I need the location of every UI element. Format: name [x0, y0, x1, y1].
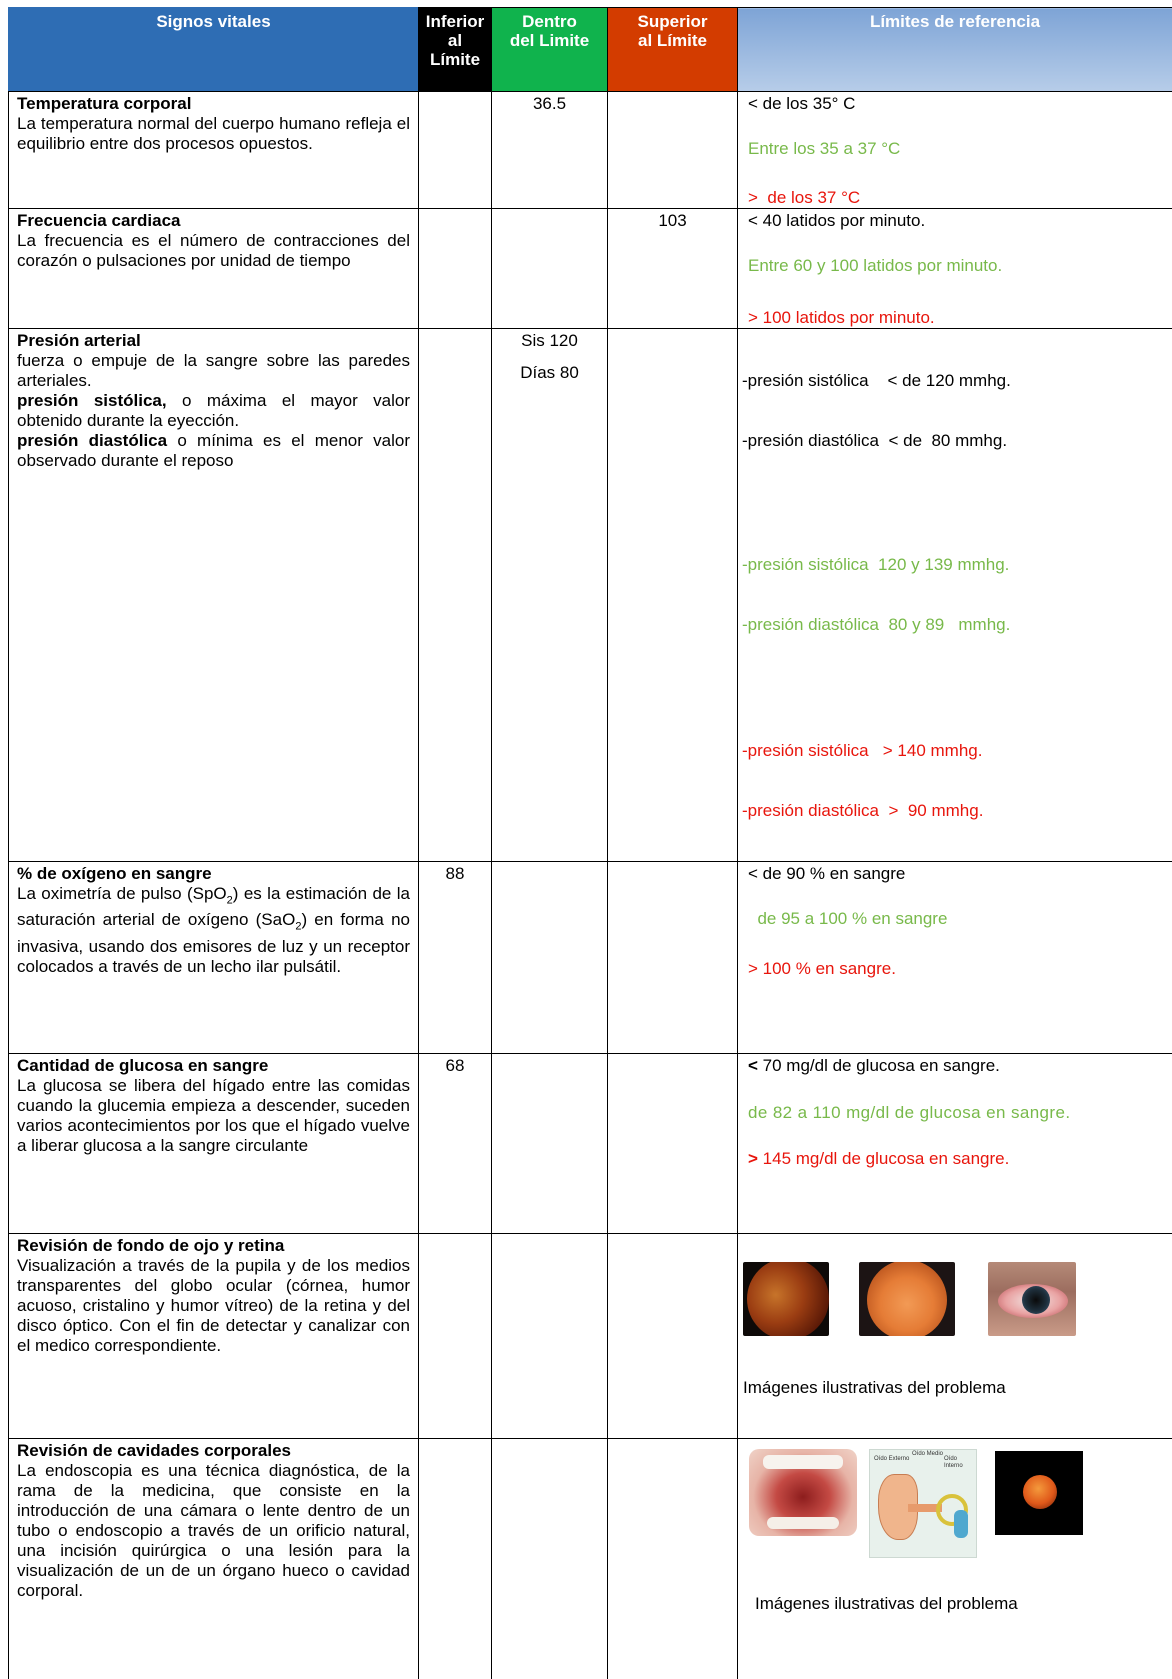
table-row — [9, 209, 1172, 329]
row-description: Revisión de cavidades corporales La endoscopia es una técnica diagnóstica, de la rama de la medicina, que consiste en la introducción de una cámara o lente dentro de un tubo o endoscopio a través de un orificio natural, una incisión quirúrgica o una lesión para la visualización de un de un órgano hueco o cavidad corporal. — [9, 1439, 419, 1679]
cell-superior — [608, 1439, 738, 1679]
ref-high: > 100 latidos por minuto. — [748, 308, 1172, 328]
ref-high: > 100 % en sangre. — [748, 959, 1172, 979]
endoscopy-image — [995, 1451, 1083, 1535]
header-signos-vitales: Signos vitales — [9, 8, 419, 92]
header-dentro: Dentro del Limite — [492, 8, 608, 92]
cell-inferior: 68 — [419, 1054, 492, 1234]
cell-dentro — [492, 1439, 608, 1679]
table-row — [9, 92, 1172, 209]
cell-dentro: 36.5 — [492, 92, 608, 209]
ref-high: > 145 mg/dl de glucosa en sangre. — [748, 1149, 1168, 1169]
row-description: Frecuencia cardiaca La frecuencia es el número de contracciones del corazón o pulsaciones por unidad de tiempo — [9, 209, 419, 329]
ref-low: < 40 latidos por minuto. — [748, 211, 1172, 231]
row-title: Cantidad de glucosa en sangre — [17, 1056, 268, 1075]
cell-referencia — [738, 92, 1172, 209]
ref-normal: Entre los 35 a 37 °C — [748, 139, 1172, 159]
row-title: Frecuencia cardiaca — [17, 211, 180, 230]
ref-low: < de los 35° C — [748, 94, 1172, 114]
cell-inferior — [419, 329, 492, 862]
row-description: Revisión de fondo de ojo y retina Visualización a través de la pupila y de los medios transparentes del globo ocular (córnea, humor acuoso, cristalino y humor vítreo) de la retina y del disco óptico. Con el fin de detectar y canalizar con el medico correspondiente. — [9, 1234, 419, 1439]
ref-low: -presión sistólica < de 120 mmhg. — [742, 371, 1172, 391]
vital-signs-table — [8, 7, 1172, 1679]
row-title: Presión arterial — [17, 331, 141, 350]
ref-normal: Entre 60 y 100 latidos por minuto. — [748, 256, 1172, 276]
ref-high: -presión sistólica > 140 mmhg. — [742, 741, 1172, 761]
row-title: % de oxígeno en sangre — [17, 864, 212, 883]
row-title: Temperatura corporal — [17, 94, 191, 113]
cell-referencia — [738, 1439, 1172, 1679]
cell-inferior: 88 — [419, 862, 492, 1054]
cell-referencia — [738, 862, 1172, 1054]
ref-low: -presión diastólica < de 80 mmhg. — [742, 431, 1172, 451]
cell-dentro — [492, 862, 608, 1054]
cell-superior — [608, 1234, 738, 1439]
cell-dentro — [492, 1054, 608, 1234]
table-row — [9, 1439, 1172, 1679]
ref-high: -presión diastólica > 90 mmhg. — [742, 801, 1172, 821]
eye-image — [988, 1262, 1076, 1336]
ref-normal: -presión diastólica 80 y 89 mmhg. — [742, 615, 1172, 635]
header-limites: Límites de referencia — [738, 8, 1172, 92]
header-superior: Superior al Límite — [608, 8, 738, 92]
row-description: Temperatura corporal La temperatura normal del cuerpo humano refleja el equilibrio entre dos procesos opuestos. — [9, 92, 419, 209]
cell-superior: 103 — [608, 209, 738, 329]
retina-image-2 — [859, 1262, 955, 1336]
row-description: % de oxígeno en sangre La oximetría de pulso (SpO$_2$) es la estimación de la saturación arterial de oxígeno (SaO$_2$) en forma no invasiva, usando dos emisores de luz y un receptor colocados a través de un lecho ilar pulsátil. — [9, 862, 419, 1054]
ref-normal: de 82 a 110 mg/dl de glucosa en sangre. — [748, 1101, 1168, 1125]
row-description: Presión arterial fuerza o empuje de la sangre sobre las paredes arteriales. presión sistólica, o máxima el mayor valor obtenido durante la eyección. presión diastólica o mínima es el menor valor observado durante el reposo — [9, 329, 419, 862]
cell-referencia — [738, 209, 1172, 329]
cell-dentro: Sis 120 Días 80 — [492, 329, 608, 862]
image-caption: Imágenes ilustrativas del problema — [743, 1378, 1172, 1398]
cell-inferior — [419, 1234, 492, 1439]
image-caption: Imágenes ilustrativas del problema — [749, 1594, 1172, 1614]
ref-normal: -presión sistólica 120 y 139 mmhg. — [742, 555, 1172, 575]
cell-superior — [608, 329, 738, 862]
table-row — [9, 329, 1172, 862]
retina-image-1 — [743, 1262, 829, 1336]
ref-high: > de los 37 °C — [748, 188, 1172, 208]
ref-normal: de 95 a 100 % en sangre — [748, 909, 1172, 929]
cell-referencia — [738, 1234, 1172, 1439]
cell-superior — [608, 862, 738, 1054]
table-row — [9, 1054, 1172, 1234]
cell-referencia — [738, 329, 1172, 862]
header-inferior: Inferior al Límite — [419, 8, 492, 92]
cell-inferior — [419, 209, 492, 329]
ear-diagram-image: Oído Externo Oído Medio Oído Interno — [869, 1449, 977, 1558]
ref-low: < de 90 % en sangre — [748, 864, 1172, 884]
ref-low: < 70 mg/dl de glucosa en sangre. — [748, 1056, 1168, 1076]
row-title: Revisión de fondo de ojo y retina — [17, 1236, 284, 1255]
row-title: Revisión de cavidades corporales — [17, 1441, 291, 1460]
mouth-image — [749, 1449, 857, 1536]
row-description: Cantidad de glucosa en sangre La glucosa se libera del hígado entre las comidas cuando la glucemia empieza a descender, suceden varios acontecimientos por los que el hígado vuelve a liberar glucosa a la sangre circulante — [9, 1054, 419, 1234]
cell-inferior — [419, 1439, 492, 1679]
cell-superior — [608, 92, 738, 209]
table-row — [9, 1234, 1172, 1439]
table-row — [9, 862, 1172, 1054]
cell-dentro — [492, 1234, 608, 1439]
cell-superior — [608, 1054, 738, 1234]
cell-inferior — [419, 92, 492, 209]
cell-referencia — [738, 1054, 1172, 1234]
cell-dentro — [492, 209, 608, 329]
